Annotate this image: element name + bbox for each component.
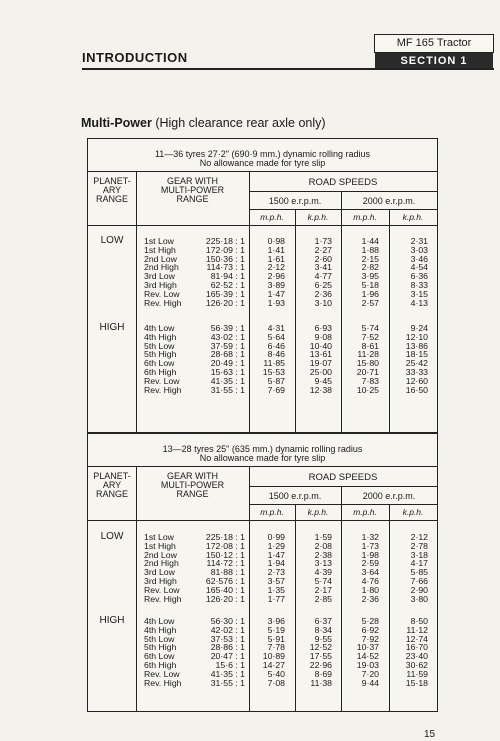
cell-gears: 3rd Low	[144, 567, 175, 578]
cell-gears: Rev. High	[144, 384, 182, 395]
cell-mph1500: 15·53	[262, 366, 285, 377]
cell-kph1500: 3·13	[314, 558, 332, 569]
cell-mph2000: 4·76	[361, 575, 379, 586]
high-mph2000-column	[341, 617, 379, 687]
cell-kph2000: 3·03	[410, 244, 428, 255]
mph-unit-label: m.p.h.	[260, 212, 284, 222]
high-ratios-column	[188, 324, 245, 394]
road-speeds-line	[249, 191, 437, 192]
cell-mph2000: 1·73	[361, 540, 379, 551]
low-kph1500-column	[295, 237, 332, 307]
cell-mph2000: 2·82	[361, 262, 379, 273]
high-kph2000-column	[389, 617, 428, 687]
low-mph1500-column	[249, 237, 285, 307]
cell-kph2000: 23·40	[405, 651, 428, 662]
col-divider-2000	[341, 191, 342, 432]
cell-gears: 1st Low	[144, 532, 174, 542]
cell-gears: 6th Low	[144, 651, 175, 662]
kph-unit-label: k.p.h.	[402, 507, 424, 517]
low-mph2000-column	[341, 237, 379, 307]
cell-kph2000: 9·24	[410, 323, 428, 333]
cell-ratios: 150·12 : 1	[205, 549, 245, 560]
cell-kph2000: 12·60	[405, 375, 428, 386]
cell-mph2000: 15·80	[356, 358, 379, 369]
cell-mph1500: 7·08	[267, 677, 285, 688]
cell-gears: 2nd High	[144, 262, 179, 273]
cell-kph1500: 3·10	[314, 297, 332, 308]
erpm-line	[249, 504, 437, 505]
col-divider-planetary	[136, 466, 137, 711]
table-caption-slip: No allowance made for tyre slip	[199, 453, 326, 463]
cell-ratios: 114·72 : 1	[206, 558, 245, 569]
cell-mph1500: 0·99	[267, 532, 285, 542]
cell-ratios: 15·6 : 1	[215, 659, 245, 670]
cell-gears: 6th High	[144, 659, 177, 670]
cell-kph1500: 8·69	[314, 668, 332, 679]
cell-mph1500: 5·64	[267, 331, 285, 342]
cell-mph1500: 1·77	[267, 593, 285, 604]
cell-mph1500: 1·47	[267, 549, 285, 560]
cell-gears: 5th High	[144, 349, 177, 360]
cell-kph1500: 6·93	[314, 323, 332, 333]
cell-mph2000: 3·95	[361, 271, 379, 282]
cell-mph1500: 1·61	[267, 253, 285, 264]
cell-mph2000: 1·32	[361, 532, 379, 542]
planetary-range-label: ARY	[102, 185, 122, 195]
cell-kph2000: 7·66	[410, 575, 428, 586]
high-mph1500-column	[249, 324, 285, 394]
road-speeds-line	[249, 486, 437, 487]
cell-kph1500: 9·45	[314, 375, 332, 386]
cell-kph2000: 18·15	[405, 349, 428, 360]
model-label: MF 165 Tractor	[374, 34, 494, 53]
table-header-line	[88, 466, 437, 467]
cell-ratios: 43·02 : 1	[210, 331, 245, 342]
cell-gears: 5th Low	[144, 340, 175, 351]
cell-kph2000: 5·85	[410, 567, 428, 578]
cell-kph2000: 11·59	[406, 668, 428, 679]
cell-kph1500: 5·74	[314, 575, 332, 586]
cell-gears: 3rd High	[144, 575, 177, 586]
units-line	[88, 225, 437, 226]
units-line	[88, 520, 437, 521]
cell-mph1500: 5·19	[267, 624, 285, 635]
speed-table-1	[87, 138, 438, 433]
cell-mph1500: 14·27	[262, 659, 285, 670]
section-label: SECTION 1	[375, 53, 493, 69]
planetary-range-label: PLANET-	[93, 176, 131, 186]
high-kph1500-column	[295, 617, 332, 687]
cell-kph2000: 3·80	[410, 593, 428, 604]
gear-range-label: MULTI-POWER	[160, 480, 225, 490]
cell-mph2000: 5·18	[361, 279, 379, 290]
table-header-line	[88, 171, 437, 172]
cell-gears: Rev. High	[144, 677, 182, 688]
cell-gears: 1st High	[144, 540, 176, 551]
cell-ratios: 114·73 : 1	[206, 262, 245, 273]
cell-mph2000: 19·03	[356, 659, 379, 670]
cell-ratios: 165·40 : 1	[205, 584, 245, 595]
cell-gears: 6th Low	[144, 358, 175, 369]
cell-ratios: 37·53 : 1	[210, 633, 245, 644]
cell-kph1500: 2·36	[314, 288, 332, 299]
cell-mph2000: 2·59	[361, 558, 379, 569]
cell-kph1500: 2·17	[314, 584, 332, 595]
cell-mph2000: 5·28	[361, 616, 379, 626]
cell-kph1500: 11·38	[310, 677, 332, 688]
cell-mph2000: 6·92	[361, 624, 379, 635]
cell-mph1500: 6·46	[267, 340, 285, 351]
planetary-range-label: PLANET-	[93, 471, 131, 481]
cell-kph2000: 11·12	[406, 624, 428, 635]
speed-table-2	[87, 433, 438, 712]
cell-mph1500: 3·96	[267, 616, 285, 626]
cell-gears: 1st High	[144, 244, 176, 255]
cell-kph1500: 9·55	[314, 633, 332, 644]
cell-kph2000: 4·54	[410, 262, 428, 273]
cell-ratios: 225·18 : 1	[205, 236, 245, 246]
low-kph2000-column	[389, 533, 428, 603]
high-mph2000-column	[341, 324, 379, 394]
cell-mph1500: 2·73	[267, 567, 285, 578]
cell-mph2000: 5·74	[361, 323, 379, 333]
heading-rest: (High clearance rear axle only)	[155, 116, 326, 130]
cell-mph2000: 3·64	[361, 567, 379, 578]
cell-ratios: 28·68 : 1	[210, 349, 245, 360]
cell-kph2000: 4·17	[410, 558, 428, 569]
mph-unit-label: m.p.h.	[260, 507, 284, 517]
cell-mph2000: 7·52	[361, 331, 379, 342]
cell-kph1500: 19·07	[309, 358, 332, 369]
cell-kph1500: 4·77	[314, 271, 332, 282]
cell-mph1500: 5·87	[267, 375, 285, 386]
high-range-label: HIGH	[99, 615, 125, 626]
cell-kph1500: 1·73	[314, 236, 332, 246]
cell-kph2000: 33·33	[405, 366, 428, 377]
planetary-range-label: RANGE	[95, 194, 128, 204]
cell-ratios: 150·36 : 1	[205, 253, 245, 264]
cell-ratios: 15·63 : 1	[210, 366, 245, 377]
planetary-range-label: RANGE	[95, 489, 128, 499]
cell-kph1500: 13·61	[309, 349, 332, 360]
cell-mph2000: 1·98	[361, 549, 379, 560]
header-rule	[82, 68, 494, 70]
cell-mph1500: 5·91	[267, 633, 285, 644]
cell-ratios: 31·55 : 1	[210, 677, 245, 688]
erpm2000-label: 2000 e.r.p.m.	[362, 196, 416, 206]
low-kph2000-column	[389, 237, 428, 307]
cell-mph1500: 1·29	[267, 540, 285, 551]
cell-kph1500: 12·38	[309, 384, 332, 395]
cell-kph2000: 15·18	[405, 677, 428, 688]
gear-range-label: RANGE	[176, 489, 209, 499]
cell-mph2000: 1·88	[361, 244, 379, 255]
cell-kph2000: 30·62	[405, 659, 428, 670]
cell-kph2000: 2·31	[410, 236, 428, 246]
cell-kph1500: 2·60	[314, 253, 332, 264]
cell-mph1500: 1·94	[267, 558, 285, 569]
mph-unit-label: m.p.h.	[353, 212, 377, 222]
cell-mph1500: 3·89	[267, 279, 285, 290]
cell-ratios: 126·20 : 1	[205, 593, 245, 604]
cell-ratios: 62·576 : 1	[205, 575, 245, 586]
cell-kph2000: 16·70	[405, 642, 428, 653]
cell-ratios: 165·39 : 1	[205, 288, 245, 299]
cell-gears: 2nd Low	[144, 253, 177, 264]
gear-range-label: GEAR WITH	[167, 471, 218, 481]
high-kph2000-column	[389, 324, 428, 394]
chapter-title: INTRODUCTION	[82, 50, 188, 65]
cell-ratios: 56·30 : 1	[210, 616, 245, 626]
cell-ratios: 225·18 : 1	[205, 532, 245, 542]
cell-kph1500: 6·25	[314, 279, 332, 290]
low-range-label: LOW	[100, 531, 124, 542]
cell-mph2000: 10·37	[356, 642, 379, 653]
cell-kph1500: 2·08	[314, 540, 332, 551]
cell-mph1500: 3·57	[267, 575, 285, 586]
erpm1500-label: 1500 e.r.p.m.	[268, 196, 322, 206]
gear-range-label: MULTI-POWER	[160, 185, 225, 195]
cell-ratios: 31·55 : 1	[210, 384, 245, 395]
cell-mph1500: 2·96	[267, 271, 285, 282]
cell-mph2000: 20·71	[356, 366, 379, 377]
cell-gears: Rev. Low	[144, 668, 180, 679]
cell-kph2000: 6·36	[410, 271, 428, 282]
cell-ratios: 20·49 : 1	[210, 358, 245, 369]
cell-mph2000: 2·15	[361, 253, 379, 264]
cell-mph1500: 8·46	[267, 349, 285, 360]
cell-gears: 4th High	[144, 331, 177, 342]
mph-unit-label: m.p.h.	[353, 507, 377, 517]
cell-ratios: 126·20 : 1	[205, 297, 245, 308]
high-kph1500-column	[295, 324, 332, 394]
erpm2000-label: 2000 e.r.p.m.	[362, 491, 416, 501]
cell-kph2000: 3·15	[410, 288, 428, 299]
table-caption-slip: No allowance made for tyre slip	[199, 158, 326, 168]
cell-ratios: 81·94 : 1	[210, 271, 245, 282]
cell-kph2000: 8·50	[410, 616, 428, 626]
cell-mph2000: 10·25	[356, 384, 379, 395]
cell-mph1500: 7·78	[267, 642, 285, 653]
table-caption-tyre: 13—28 tyres 25" (635 mm.) dynamic rolling radius	[162, 444, 363, 454]
erpm-line	[249, 209, 437, 210]
low-ratios-column	[188, 533, 245, 603]
cell-ratios: 42·02 : 1	[210, 624, 245, 635]
cell-mph2000: 11·28	[357, 349, 379, 360]
low-mph2000-column	[341, 533, 379, 603]
cell-gears: Rev. Low	[144, 288, 180, 299]
cell-ratios: 81·88 : 1	[210, 567, 245, 578]
cell-gears: Rev. Low	[144, 584, 180, 595]
cell-kph1500: 4·39	[314, 567, 332, 578]
cell-kph2000: 12·10	[405, 331, 428, 342]
cell-kph1500: 17·55	[309, 651, 332, 662]
table-caption-tyre: 11—36 tyres 27·2" (690·9 mm.) dynamic rolling radius	[154, 149, 371, 159]
cell-kph2000: 2·78	[410, 540, 428, 551]
cell-gears: 4th Low	[144, 323, 175, 333]
cell-kph1500: 6·37	[314, 616, 332, 626]
cell-gears: 4th High	[144, 624, 177, 635]
heading-bold: Multi-Power	[81, 116, 152, 130]
cell-mph1500: 10·89	[262, 651, 285, 662]
cell-mph2000: 9·44	[361, 677, 379, 688]
cell-gears: 2nd Low	[144, 549, 177, 560]
cell-kph2000: 12·74	[405, 633, 428, 644]
cell-kph1500: 25·00	[309, 366, 332, 377]
cell-kph1500: 3·41	[314, 262, 332, 273]
cell-gears: 6th High	[144, 366, 177, 377]
cell-kph2000: 8·33	[410, 279, 428, 290]
cell-mph1500: 4·31	[267, 323, 285, 333]
cell-kph1500: 2·85	[314, 593, 332, 604]
low-kph1500-column	[295, 533, 332, 603]
cell-ratios: 28·86 : 1	[210, 642, 245, 653]
high-range-label: HIGH	[99, 322, 125, 333]
cell-gears: Rev. High	[144, 297, 182, 308]
cell-ratios: 56·39 : 1	[210, 323, 245, 333]
cell-kph2000: 2·90	[410, 584, 428, 595]
high-mph1500-column	[249, 617, 285, 687]
cell-gears: 3rd Low	[144, 271, 175, 282]
cell-mph2000: 8·61	[361, 340, 379, 351]
kph-unit-label: k.p.h.	[402, 212, 424, 222]
cell-ratios: 37·59 : 1	[210, 340, 245, 351]
cell-mph2000: 1·96	[361, 288, 379, 299]
cell-kph2000: 3·46	[410, 253, 428, 264]
cell-mph2000: 7·83	[361, 375, 379, 386]
gear-range-label: GEAR WITH	[167, 176, 218, 186]
cell-gears: 5th Low	[144, 633, 175, 644]
kph-unit-label: k.p.h.	[307, 212, 329, 222]
cell-kph1500: 8·34	[314, 624, 332, 635]
erpm1500-label: 1500 e.r.p.m.	[268, 491, 322, 501]
cell-mph2000: 1·80	[361, 584, 379, 595]
cell-mph2000: 7·92	[361, 633, 379, 644]
cell-ratios: 20·47 : 1	[210, 651, 245, 662]
col-divider-planetary	[136, 171, 137, 432]
cell-gears: Rev. Low	[144, 375, 180, 386]
cell-ratios: 172·09 : 1	[205, 244, 245, 255]
cell-kph1500: 1·59	[314, 532, 332, 542]
cell-kph2000: 16·50	[405, 384, 428, 395]
cell-kph1500: 22·96	[309, 659, 332, 670]
cell-mph1500: 1·41	[267, 244, 285, 255]
gear-range-label: RANGE	[176, 194, 209, 204]
cell-kph2000: 13·86	[405, 340, 428, 351]
cell-gears: 2nd High	[144, 558, 179, 569]
cell-gears: Rev. High	[144, 593, 182, 604]
cell-kph2000: 2·12	[410, 532, 428, 542]
cell-kph1500: 10·40	[309, 340, 332, 351]
cell-mph1500: 5·40	[267, 668, 285, 679]
low-range-label: LOW	[100, 235, 124, 246]
page-heading	[81, 116, 326, 130]
high-ratios-column	[188, 617, 245, 687]
cell-mph1500: 2·12	[267, 262, 285, 273]
cell-ratios: 41·35 : 1	[210, 375, 245, 386]
low-mph1500-column	[249, 533, 285, 603]
cell-ratios: 41·35 : 1	[210, 668, 245, 679]
cell-mph1500: 1·93	[267, 297, 285, 308]
cell-kph1500: 12·52	[309, 642, 332, 653]
low-ratios-column	[188, 237, 245, 307]
cell-kph1500: 2·27	[314, 244, 332, 255]
cell-mph2000: 2·57	[361, 297, 379, 308]
cell-mph2000: 1·44	[361, 236, 379, 246]
cell-gears: 4th Low	[144, 616, 175, 626]
cell-gears: 1st Low	[144, 236, 174, 246]
cell-gears: 3rd High	[144, 279, 177, 290]
cell-ratios: 172·08 : 1	[205, 540, 245, 551]
cell-ratios: 62·52 : 1	[210, 279, 245, 290]
planetary-range-label: ARY	[102, 480, 122, 490]
cell-mph1500: 1·35	[267, 584, 285, 595]
cell-mph1500: 0·98	[267, 236, 285, 246]
cell-kph2000: 3·18	[410, 549, 428, 560]
cell-mph1500: 1·47	[267, 288, 285, 299]
cell-mph2000: 2·36	[361, 593, 379, 604]
road-speeds-label: ROAD SPEEDS	[308, 177, 378, 188]
cell-kph2000: 25·42	[405, 358, 428, 369]
cell-kph2000: 4·13	[410, 297, 428, 308]
cell-mph1500: 7·69	[267, 384, 285, 395]
cell-mph1500: 11·85	[263, 358, 285, 369]
page-number: 15	[424, 729, 436, 740]
cell-gears: 5th High	[144, 642, 177, 653]
cell-mph2000: 14·52	[356, 651, 379, 662]
cell-kph1500: 2·38	[314, 549, 332, 560]
road-speeds-label: ROAD SPEEDS	[308, 472, 378, 483]
cell-kph1500: 9·08	[314, 331, 332, 342]
cell-mph2000: 7·20	[361, 668, 379, 679]
kph-unit-label: k.p.h.	[307, 507, 329, 517]
